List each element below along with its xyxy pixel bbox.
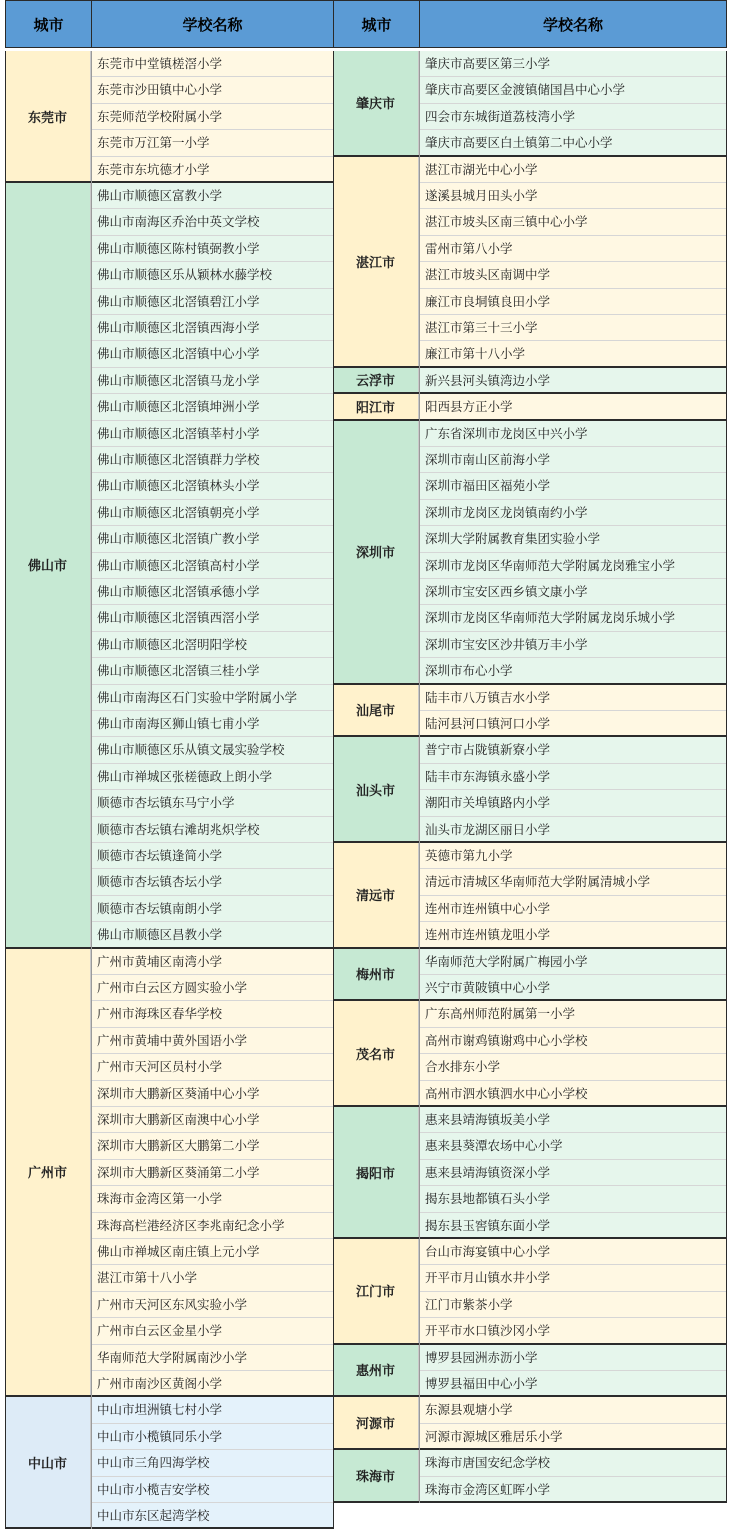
city-name-cell: 东莞市 bbox=[5, 51, 91, 181]
school-name-cell: 佛山市南海区乔治中英文学校 bbox=[91, 209, 334, 235]
school-name-cell: 深圳市宝安区西乡镇文康小学 bbox=[419, 579, 727, 605]
school-name-cell: 佛山市顺德区北滘镇广教小学 bbox=[91, 526, 334, 552]
city-group bbox=[333, 685, 727, 738]
city-group bbox=[333, 1345, 727, 1398]
city-name-cell: 阳江市 bbox=[333, 394, 419, 418]
school-name-cell: 佛山市顺德区北滘镇中心小学 bbox=[91, 341, 334, 367]
city-name-cell: 湛江市 bbox=[333, 157, 419, 366]
school-name-cell: 陆丰市东海镇永盛小学 bbox=[419, 764, 727, 790]
city-group bbox=[333, 1107, 727, 1239]
column-border bbox=[5, 51, 6, 1529]
school-name-cell: 廉江市第十八小学 bbox=[425, 346, 526, 362]
school-list bbox=[419, 368, 727, 392]
school-name-cell: 佛山市顺德区富教小学 bbox=[91, 183, 334, 209]
school-name-cell: 肇庆市高要区金渡镇储国昌中心小学 bbox=[419, 77, 727, 103]
school-name-cell: 东莞市中堂镇槎滘小学 bbox=[91, 51, 334, 77]
school-list bbox=[419, 737, 727, 841]
school-name-cell: 珠海市金湾区第一小学 bbox=[91, 1186, 334, 1212]
school-name-cell: 中山市三角四海学校 bbox=[91, 1450, 334, 1476]
school-name-cell: 台山市海宴镇中心小学 bbox=[419, 1239, 727, 1265]
school-list bbox=[419, 1397, 727, 1448]
city-group bbox=[333, 843, 727, 949]
school-name-cell: 佛山市顺德区北滘镇林头小学 bbox=[91, 473, 334, 499]
school-name-cell: 深圳市大鹏新区葵涌第二小学 bbox=[91, 1160, 334, 1186]
school-name-cell: 普宁市占陇镇新寮小学 bbox=[419, 737, 727, 763]
school-name-cell: 佛山市顺德区北滘镇马龙小学 bbox=[91, 368, 334, 394]
city-name-cell: 中山市 bbox=[5, 1397, 91, 1527]
school-name-cell: 雷州市第八小学 bbox=[419, 236, 727, 262]
school-name-cell: 顺德市杏坛镇东马宁小学 bbox=[91, 790, 334, 816]
school-name-cell: 佛山市南海区石门实验中学附属小学 bbox=[91, 685, 334, 711]
school-name-cell: 廉江市良垌镇良田小学 bbox=[419, 289, 727, 315]
city-name-cell: 深圳市 bbox=[333, 421, 419, 683]
city-name-cell: 云浮市 bbox=[333, 368, 419, 392]
school-name-cell: 深圳市南山区前海小学 bbox=[419, 447, 727, 473]
school-name-cell: 中山市坦洲镇七村小学 bbox=[91, 1397, 334, 1423]
school-name-cell: 广州市天河区东风实验小学 bbox=[91, 1292, 334, 1318]
school-name-cell: 高州市泗水镇泗水中心小学校 bbox=[425, 1085, 588, 1101]
school-name-cell: 汕头市龙湖区丽日小学 bbox=[425, 821, 551, 837]
school-name-cell: 广州市南沙区黄阁小学 bbox=[97, 1375, 223, 1391]
column-border bbox=[726, 51, 727, 1503]
school-name-cell: 深圳市布心小学 bbox=[425, 663, 513, 679]
school-name-cell: 河源市源城区雅居乐小学 bbox=[425, 1428, 563, 1444]
school-name-cell: 博罗县园洲赤沥小学 bbox=[419, 1345, 727, 1371]
city-group bbox=[333, 1397, 727, 1450]
column-border bbox=[419, 51, 420, 1503]
school-name-cell: 阳西县方正小学 bbox=[425, 399, 513, 415]
school-name-cell: 深圳市福田区福苑小学 bbox=[419, 473, 727, 499]
school-name-cell: 佛山市禅城区南庄镇上元小学 bbox=[91, 1239, 334, 1265]
school-list bbox=[91, 949, 334, 1396]
school-name-cell: 肇庆市高要区白土镇第二中心小学 bbox=[425, 135, 613, 151]
header-city-right: 城市 bbox=[333, 0, 420, 48]
school-name-cell: 广东省深圳市龙岗区中兴小学 bbox=[419, 421, 727, 447]
school-name-cell: 新兴县河头镇湾边小学 bbox=[425, 372, 551, 388]
school-name-cell: 陆丰市八万镇吉水小学 bbox=[419, 685, 727, 711]
city-group bbox=[333, 1239, 727, 1345]
school-name-cell: 肇庆市高要区第三小学 bbox=[419, 51, 727, 77]
header-city-left: 城市 bbox=[5, 0, 92, 48]
school-name-cell: 合水排东小学 bbox=[419, 1054, 727, 1080]
city-name-cell: 梅州市 bbox=[333, 949, 419, 1000]
school-list bbox=[419, 843, 727, 947]
school-list bbox=[419, 949, 727, 1000]
school-list bbox=[419, 51, 727, 155]
school-name-cell: 中山市小榄吉安学校 bbox=[91, 1477, 334, 1503]
school-name-cell: 珠海市金湾区虹晖小学 bbox=[425, 1481, 551, 1497]
school-name-cell: 潮阳市关埠镇路内小学 bbox=[419, 790, 727, 816]
school-name-cell: 广州市天河区员村小学 bbox=[91, 1054, 334, 1080]
city-group bbox=[333, 157, 727, 368]
school-name-cell: 佛山市顺德区北滘镇三桂小学 bbox=[91, 658, 334, 684]
city-group bbox=[5, 51, 334, 183]
school-list bbox=[91, 183, 334, 947]
school-list bbox=[91, 51, 334, 181]
school-list bbox=[419, 157, 727, 366]
school-list bbox=[419, 394, 727, 418]
school-name-cell: 深圳市大鹏新区葵涌中心小学 bbox=[91, 1081, 334, 1107]
city-name-cell: 江门市 bbox=[333, 1239, 419, 1343]
school-name-cell: 佛山市顺德区北滘镇高村小学 bbox=[91, 553, 334, 579]
school-name-cell: 顺德市杏坛镇南朗小学 bbox=[91, 896, 334, 922]
city-name-cell: 汕头市 bbox=[333, 737, 419, 841]
city-group bbox=[333, 394, 727, 420]
school-name-cell: 湛江市坡头区南三镇中心小学 bbox=[419, 209, 727, 235]
city-group bbox=[333, 51, 727, 157]
city-name-cell: 揭阳市 bbox=[333, 1107, 419, 1237]
school-name-cell: 惠来县靖海镇资深小学 bbox=[419, 1160, 727, 1186]
city-group bbox=[5, 949, 334, 1398]
school-name-cell: 江门市紫茶小学 bbox=[419, 1292, 727, 1318]
school-list bbox=[419, 1107, 727, 1237]
city-group bbox=[333, 949, 727, 1002]
school-name-cell: 英德市第九小学 bbox=[419, 843, 727, 869]
school-name-cell: 深圳市龙岗区华南师范大学附属龙岗乐城小学 bbox=[419, 605, 727, 631]
school-name-cell: 佛山市南海区狮山镇七甫小学 bbox=[91, 711, 334, 737]
school-name-cell: 佛山市顺德区北滘明阳学校 bbox=[91, 632, 334, 658]
school-name-cell: 广东高州师范附属第一小学 bbox=[419, 1001, 727, 1027]
school-list bbox=[419, 685, 727, 736]
school-name-cell: 深圳市大鹏新区南澳中心小学 bbox=[91, 1107, 334, 1133]
header-school-right: 学校名称 bbox=[419, 0, 727, 48]
school-name-cell: 深圳市宝安区沙井镇万丰小学 bbox=[419, 632, 727, 658]
school-name-cell: 湛江市坡头区南调中学 bbox=[419, 262, 727, 288]
city-name-cell: 茂名市 bbox=[333, 1001, 419, 1105]
city-name-cell: 清远市 bbox=[333, 843, 419, 947]
school-name-cell: 深圳市龙岗区龙岗镇南约小学 bbox=[419, 500, 727, 526]
column-border bbox=[91, 51, 92, 1529]
school-name-cell: 博罗县福田中心小学 bbox=[425, 1375, 538, 1391]
school-name-cell: 佛山市顺德区北滘镇碧江小学 bbox=[91, 289, 334, 315]
school-name-cell: 揭东县地都镇石头小学 bbox=[419, 1186, 727, 1212]
school-name-cell: 佛山市禅城区张槎德政上朗小学 bbox=[91, 764, 334, 790]
school-name-cell: 深圳大学附属教育集团实验小学 bbox=[419, 526, 727, 552]
school-name-cell: 陆河县河口镇河口小学 bbox=[425, 715, 551, 731]
city-name-cell: 佛山市 bbox=[5, 183, 91, 947]
school-name-cell: 遂溪县城月田头小学 bbox=[419, 183, 727, 209]
school-name-cell: 华南师范大学附属南沙小学 bbox=[91, 1345, 334, 1371]
school-name-cell: 开平市月山镇水井小学 bbox=[419, 1265, 727, 1291]
school-name-cell: 东莞师范学校附属小学 bbox=[91, 104, 334, 130]
school-list bbox=[91, 1397, 334, 1527]
school-name-cell: 中山市小榄镇同乐小学 bbox=[91, 1424, 334, 1450]
school-name-cell: 广州市黄埔区南湾小学 bbox=[91, 949, 334, 975]
school-name-cell: 湛江市湖光中心小学 bbox=[419, 157, 727, 183]
school-name-cell: 东源县观塘小学 bbox=[419, 1397, 727, 1423]
school-name-cell: 华南师范大学附属广梅园小学 bbox=[419, 949, 727, 975]
school-name-cell: 惠来县靖海镇坂美小学 bbox=[419, 1107, 727, 1133]
column-border bbox=[333, 51, 334, 1503]
city-name-cell: 广州市 bbox=[5, 949, 91, 1396]
city-name-cell: 珠海市 bbox=[333, 1450, 419, 1501]
header-school-left: 学校名称 bbox=[91, 0, 334, 48]
school-name-cell: 东莞市沙田镇中心小学 bbox=[91, 77, 334, 103]
city-group bbox=[333, 368, 727, 394]
school-name-cell: 连州市连州镇中心小学 bbox=[419, 896, 727, 922]
school-name-cell: 珠海高栏港经济区李兆南纪念小学 bbox=[91, 1213, 334, 1239]
school-name-cell: 珠海市唐国安纪念学校 bbox=[419, 1450, 727, 1476]
school-name-cell: 广州市黄埔中黄外国语小学 bbox=[91, 1028, 334, 1054]
city-group bbox=[333, 1001, 727, 1107]
school-name-cell: 深圳市大鹏新区大鹏第二小学 bbox=[91, 1133, 334, 1159]
school-name-cell: 佛山市顺德区乐从颖林水藤学校 bbox=[91, 262, 334, 288]
city-group bbox=[333, 737, 727, 843]
school-name-cell: 佛山市顺德区乐从镇文晟实验学校 bbox=[91, 737, 334, 763]
city-name-cell: 惠州市 bbox=[333, 1345, 419, 1396]
school-name-cell: 佛山市顺德区北滘镇西滘小学 bbox=[91, 605, 334, 631]
school-name-cell: 高州市谢鸡镇谢鸡中心小学校 bbox=[419, 1028, 727, 1054]
school-name-cell: 开平市水口镇沙冈小学 bbox=[425, 1323, 551, 1339]
school-name-cell: 佛山市顺德区北滘镇群力学校 bbox=[91, 447, 334, 473]
school-name-cell: 顺德市杏坛镇逢简小学 bbox=[91, 843, 334, 869]
school-name-cell: 顺德市杏坛镇右滩胡兆炽学校 bbox=[91, 817, 334, 843]
school-name-cell: 佛山市顺德区陈村镇弼教小学 bbox=[91, 236, 334, 262]
school-name-cell: 广州市白云区金星小学 bbox=[91, 1318, 334, 1344]
school-name-cell: 湛江市第十八小学 bbox=[91, 1265, 334, 1291]
school-name-cell: 湛江市第三十三小学 bbox=[419, 315, 727, 341]
school-list bbox=[419, 1239, 727, 1343]
city-name-cell: 汕尾市 bbox=[333, 685, 419, 736]
city-name-cell: 河源市 bbox=[333, 1397, 419, 1448]
city-name-cell: 肇庆市 bbox=[333, 51, 419, 155]
school-name-cell: 广州市海珠区春华学校 bbox=[91, 1001, 334, 1027]
city-group bbox=[333, 1450, 727, 1503]
school-name-cell: 佛山市顺德区北滘镇朝亮小学 bbox=[91, 500, 334, 526]
school-name-cell: 广州市白云区方圆实验小学 bbox=[91, 975, 334, 1001]
school-name-cell: 兴宁市黄陂镇中心小学 bbox=[425, 979, 551, 995]
school-name-cell: 佛山市顺德区北滘镇莘村小学 bbox=[91, 421, 334, 447]
school-name-cell: 清远市清城区华南师范大学附属清城小学 bbox=[419, 869, 727, 895]
school-list bbox=[419, 421, 727, 683]
school-name-cell: 四会市东城街道荔枝湾小学 bbox=[419, 104, 727, 130]
school-name-cell: 深圳市龙岗区华南师范大学附属龙岗雅宝小学 bbox=[419, 553, 727, 579]
school-name-cell: 佛山市顺德区昌教小学 bbox=[97, 927, 223, 943]
school-name-cell: 佛山市顺德区北滘镇承德小学 bbox=[91, 579, 334, 605]
school-name-cell: 惠来县葵潭农场中心小学 bbox=[419, 1133, 727, 1159]
school-list bbox=[419, 1450, 727, 1501]
school-name-cell: 佛山市顺德区北滘镇坤洲小学 bbox=[91, 394, 334, 420]
school-name-cell: 顺德市杏坛镇杏坛小学 bbox=[91, 869, 334, 895]
city-group bbox=[5, 183, 334, 949]
school-name-cell: 佛山市顺德区北滘镇西海小学 bbox=[91, 315, 334, 341]
city-group bbox=[333, 421, 727, 685]
school-list bbox=[419, 1001, 727, 1105]
city-group bbox=[5, 1397, 334, 1529]
school-name-cell: 东莞市万江第一小学 bbox=[91, 130, 334, 156]
school-name-cell: 连州市连州镇龙咀小学 bbox=[425, 927, 551, 943]
school-list bbox=[419, 1345, 727, 1396]
school-name-cell: 东莞市东坑德才小学 bbox=[97, 161, 210, 177]
school-name-cell: 揭东县玉窖镇东面小学 bbox=[425, 1217, 551, 1233]
school-name-cell: 中山市东区起湾学校 bbox=[97, 1507, 210, 1523]
